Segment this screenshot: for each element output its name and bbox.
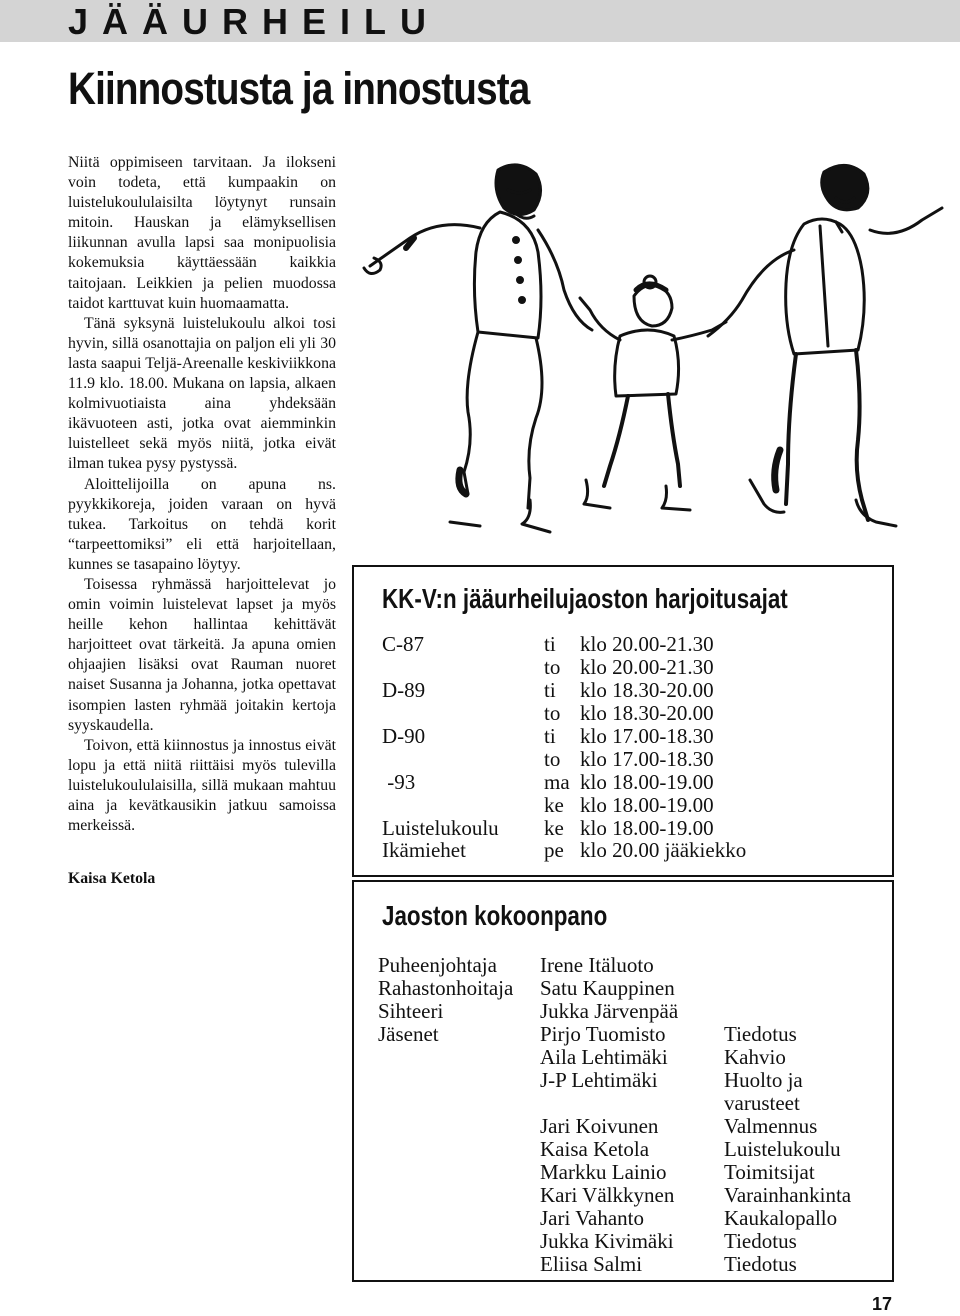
schedule-row [382, 633, 882, 656]
schedule-time: klo 18.00-19.00 [580, 770, 714, 794]
schedule-group: -93 [382, 770, 416, 794]
committee-member: Eliisa Salmi [540, 1252, 643, 1276]
committee-member: Jukka Kivimäki [540, 1229, 674, 1253]
article-paragraph: Aloittelijoilla on apuna ns. pyykkikoreja, joiden varaan on hyvä tukea. Tarkoitus on tehdä korit “tarpeettomiksi” eli että harjoitellaan, kunnes se tasapaino löytyy. [68, 475, 336, 573]
committee-member: Pirjo Tuomisto [540, 1022, 666, 1046]
schedule-row [382, 725, 882, 748]
schedule-row [382, 656, 882, 679]
committee-member: Jari Vahanto [540, 1206, 645, 1230]
committee-task: Valmennus [724, 1114, 818, 1138]
schedule-day: pe [544, 838, 564, 862]
committee-member: Irene Itäluoto [540, 953, 654, 977]
schedule-time: klo 17.00-18.30 [580, 747, 714, 771]
schedule-day: ke [544, 816, 564, 840]
committee-row [378, 1253, 888, 1276]
schedule-time: klo 20.00-21.30 [580, 655, 714, 679]
schedule-time: klo 18.00-19.00 [580, 816, 714, 840]
schedule-day: to [544, 701, 561, 725]
schedule-row [382, 679, 882, 702]
committee-role: Puheenjohtaja [378, 953, 497, 977]
committee-row [378, 1207, 888, 1230]
committee-role: Sihteeri [378, 999, 444, 1023]
schedule-row [382, 839, 882, 862]
schedule-time: klo 18.30-20.00 [580, 701, 714, 725]
schedule-time: klo 20.00 jääkiekko [580, 838, 747, 862]
schedule-group: Ikämiehet [382, 838, 466, 862]
committee-task: Tiedotus [724, 1022, 797, 1046]
schedule-day: ke [544, 793, 564, 817]
schedule-group: Luistelukoulu [382, 816, 499, 840]
committee-task: Toimitsijat [724, 1160, 815, 1184]
committee-task: Tiedotus [724, 1229, 797, 1253]
committee-row [378, 1161, 888, 1184]
committee-task: varusteet [724, 1091, 800, 1115]
committee-member: J-P Lehtimäki [540, 1068, 658, 1092]
article-body [68, 153, 336, 836]
committee-member: Kari Välkkynen [540, 1183, 675, 1207]
committee-row [378, 954, 888, 977]
schedule-day: ti [544, 678, 556, 702]
committee-role: Rahastonhoitaja [378, 976, 514, 1000]
schedule-time: klo 17.00-18.30 [580, 724, 714, 748]
schedule-day: ma [544, 770, 570, 794]
committee-task: Kaukalopallo [724, 1206, 838, 1230]
article-headline: Kiinnostusta ja innostusta [68, 63, 530, 114]
schedule-day: ti [544, 632, 556, 656]
committee-row [378, 977, 888, 1000]
schedule-day: to [544, 747, 561, 771]
article-paragraph: Toisessa ryhmässä harjoittelevat jo omin voimin luistelevat lapset ja myös heille kehon hallintaa kehittävät harjoitteet ovat tärkeitä. Ja apuna omien ohjaajien lisäksi ovat Rauman nuoret naiset Susanna ja Johanna, jotka opettavat isompien lasten ryhmää joitakin kertoja syyskaudella. [68, 575, 336, 734]
committee-member: Satu Kauppinen [540, 976, 675, 1000]
committee-row [378, 1138, 888, 1161]
schedule-day: ti [544, 724, 556, 748]
committee-task: Varainhankinta [724, 1183, 852, 1207]
committee-role: Jäsenet [378, 1022, 439, 1046]
committee-row [378, 1046, 888, 1069]
skaters-illustration [350, 150, 950, 560]
committee-box [352, 880, 894, 1282]
article-author: Kaisa Ketola [68, 870, 156, 887]
article-paragraph: Tänä syksynä luistelukoulu alkoi tosi hyvin, sillä osanottajia on paljon eli yli 30 lasta saapui Teljä-Areenalle keskiviikkona 11.9 klo. 18.00. Mukana on lapsia, alkaen kolmivuotiaista aina yhdeksään ikävuoteen asti, jotka ovat aiemminkin luistelleet sekä myös niitä, jotka eivät ilman tukea pysy pystyssä. [68, 314, 336, 473]
schedule-row [382, 817, 882, 840]
schedule-time: klo 20.00-21.30 [580, 632, 714, 656]
schedule-row [382, 748, 882, 771]
committee-member: Jari Koivunen [540, 1114, 659, 1138]
schedule-group: D-90 [382, 724, 426, 748]
committee-task: Huolto ja [724, 1068, 803, 1092]
committee-task: Luistelukoulu [724, 1137, 841, 1161]
committee-task: Tiedotus [724, 1252, 797, 1276]
schedule-row [382, 771, 882, 794]
committee-member: Markku Lainio [540, 1160, 667, 1184]
schedule-group: C-87 [382, 632, 424, 656]
schedule-time: klo 18.30-20.00 [580, 678, 714, 702]
committee-member: Aila Lehtimäki [540, 1045, 668, 1069]
committee-task: Kahvio [724, 1045, 786, 1069]
committee-row [378, 1230, 888, 1253]
schedule-row [382, 702, 882, 725]
schedule-row [382, 794, 882, 817]
schedule-day: to [544, 655, 561, 679]
schedule-time: klo 18.00-19.00 [580, 793, 714, 817]
section-title: JÄÄURHEILU [68, 1, 441, 42]
article-paragraph: Toivon, että kiinnostus ja innostus eivät lopu ja että niitä riittäisi myös tulevilla luistelukoululaisilla, sillä mukaan mahtuu aina ja kevätkausikin jatkuu samoissa merkeissä. [68, 736, 336, 835]
committee-member: Jukka Järvenpää [540, 999, 679, 1023]
schedule-title: KK-V:n jääurheilujaoston harjoitusajat [382, 583, 788, 614]
page-number: 17 [872, 1294, 893, 1314]
article-paragraph: Niitä oppimiseen tarvitaan. Ja ilokseni voin todeta, että kumpaakin on luistelukoululaisilta löytynyt runsain mitoin. Hauskan ja elämyksellisen liikunnan avulla lapsi saa monipuolisia kokemuksia käyttäessään kaikkia taitojaan. Leikkien ja pelien muodossa taidot karttuvat kuin huomaamatta. [68, 154, 336, 312]
committee-row [378, 1184, 888, 1207]
committee-title: Jaoston kokoonpano [382, 900, 608, 931]
committee-row [378, 1115, 888, 1138]
committee-member: Kaisa Ketola [540, 1137, 650, 1161]
committee-row [378, 1092, 888, 1115]
committee-row [378, 1069, 888, 1092]
committee-row [378, 1000, 888, 1023]
schedule-group: D-89 [382, 678, 426, 702]
committee-row [378, 1023, 888, 1046]
training-schedule-box [352, 565, 894, 877]
